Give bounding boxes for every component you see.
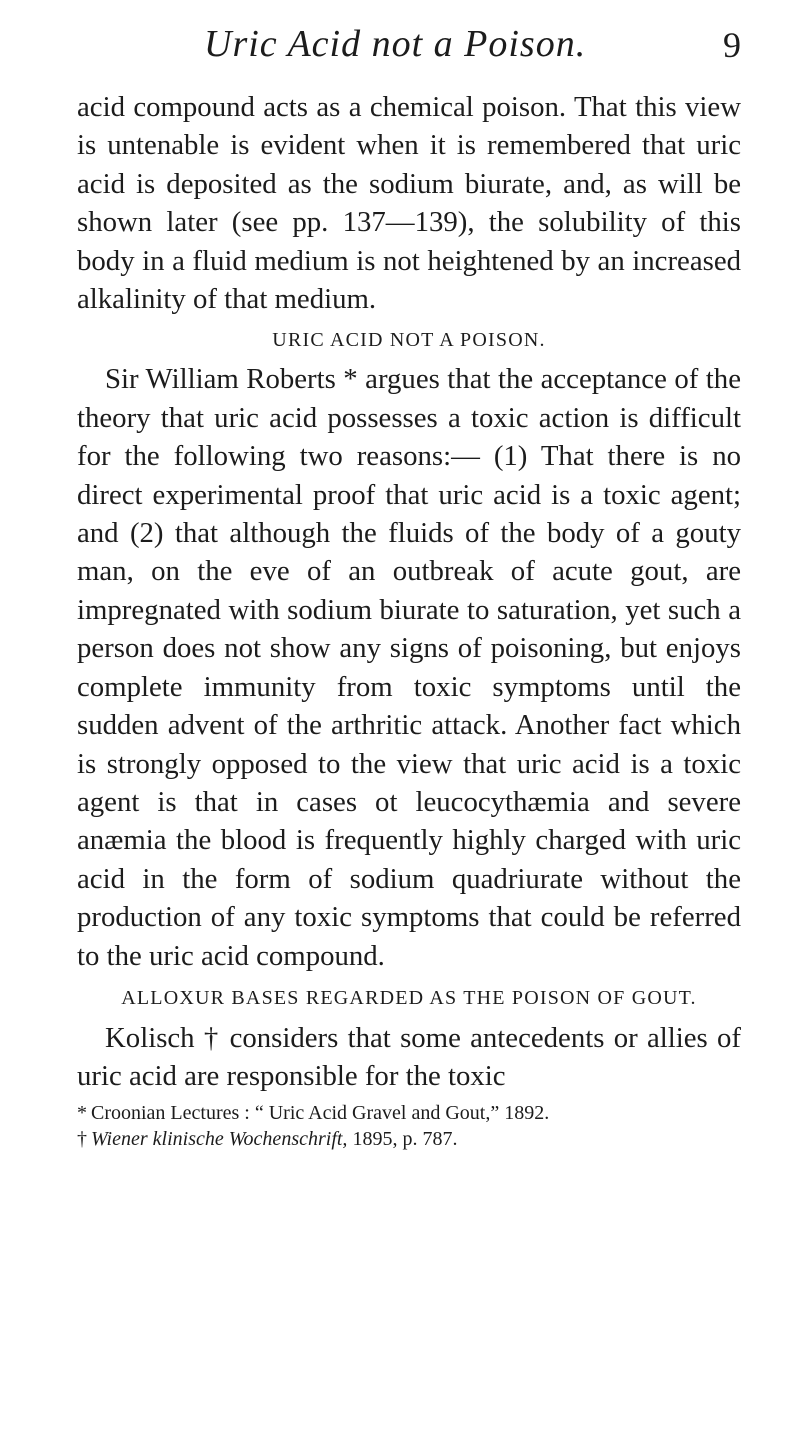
running-title: Uric Acid not a Poison.: [204, 23, 587, 65]
paragraph-roberts: Sir William Roberts * argues that the acceptance of the theory that uric acid possesses a toxic action is difficult for the following two reasons:— (1) That there is no direct experimental proof that uric acid is a toxic agent; and (2) that although the fluids of the body of a gouty man, on the eve of an outbreak of acute gout, are impregnated with sodium biurate to saturation, yet such a person does not show any signs of poisoning, but enjoys complete immunity from toxic symptoms until the sudden advent of the arthritic attack. Another fact which is strongly opposed to the view that uric acid is a toxic agent is that in cases ot leucocythæmia and severe anæmia the blood is frequently highly charged with uric acid in the form of sodium quadriurate without the production of any toxic symptoms that could be referred to the uric acid compound.: [77, 363, 741, 972]
footnote-text: Croonian Lectures : “ Uric Acid Gravel and Gout,” 1892.: [91, 1101, 550, 1124]
section-heading-alloxur-bases: ALLOXUR BASES REGARDED AS THE POISON OF GOUT.: [121, 986, 697, 1009]
paragraph-kolisch: Kolisch † considers that some antecedents or allies of uric acid are responsible for the toxic: [77, 1021, 741, 1093]
section-heading-uric-acid-not-a-poison: URIC ACID NOT A POISON.: [272, 329, 546, 352]
paragraph-continued: acid compound acts as a chemical poison. That this view is untenable is evident when it is remembered that uric acid is deposited as the sodium biurate, and, as will be shown later (see pp. 137—139), the solubility of this body in a fluid medium is not heightened by an increased alkalinity of that medium.: [77, 91, 741, 316]
footnotes: [77, 1100, 741, 1152]
book-page: [77, 20, 741, 1152]
running-head: [77, 20, 741, 88]
footnote-croonian: [77, 1100, 741, 1126]
footnote-text: 1895, p. 787.: [347, 1127, 458, 1150]
footnote-mark: †: [77, 1127, 87, 1150]
footnote-wiener: [77, 1126, 741, 1152]
page-number: 9: [723, 25, 741, 65]
footnote-journal-title: Wiener klinische Wochenschrift,: [91, 1127, 348, 1150]
footnote-mark: *: [77, 1101, 87, 1124]
